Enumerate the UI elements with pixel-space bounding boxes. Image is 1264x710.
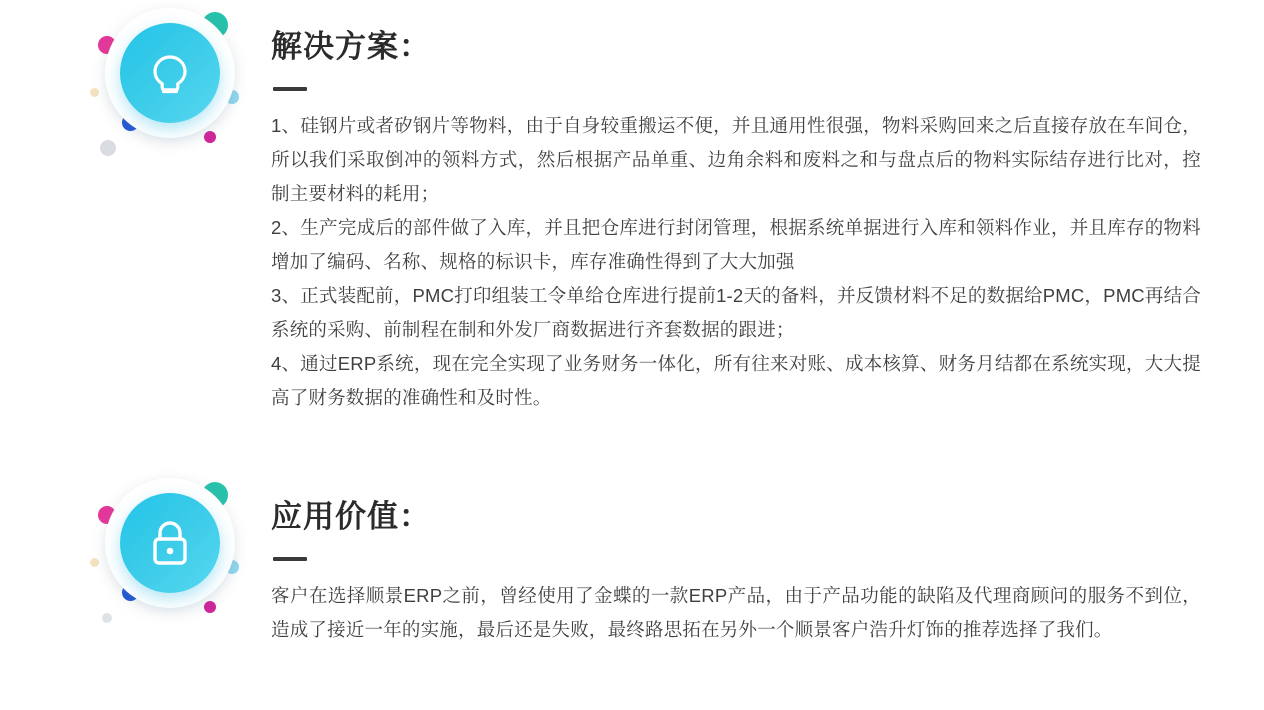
lightbulb-badge <box>80 0 260 165</box>
title-rule-solution <box>273 87 307 91</box>
title-rule-value <box>273 557 307 561</box>
decor-dot-magenta <box>204 601 216 613</box>
solution-body <box>271 109 1201 415</box>
value-body <box>271 579 1201 647</box>
value-content <box>271 470 1201 647</box>
decor-dot-gray <box>100 140 116 156</box>
solution-paragraph-4: 4、通过ERP系统，现在完全实现了业务财务一体化，所有往来对账、成本核算、财务月结都在系统实现，大大提高了财务数据的准确性和及时性。 <box>271 353 1201 409</box>
solution-paragraph-3: 3、正式装配前，PMC打印组装工令单给仓库进行提前1-2天的备料，并反馈材料不足的数据给PMC，PMC再结合系统的采购、前制程在制和外发厂商数据进行齐套数据的跟进； <box>271 285 1201 341</box>
page-title-solution: 解决方案： <box>271 29 431 64</box>
decor-dot-gray <box>102 613 112 623</box>
decor-dot-cream <box>90 88 99 97</box>
value-paragraph-1: 客户在选择顺景ERP之前，曾经使用了金蝶的一款ERP产品，由于产品功能的缺陷及代理商顾问的服务不到位，造成了接近一年的实施，最后还是失败，最终路思拓在另外一个顺景客户浩升灯饰的推荐选择了我们。 <box>271 585 1201 641</box>
solution-paragraph-1: 1、硅钢片或者矽钢片等物料，由于自身较重搬运不便，并且通用性很强，物料采购回来之后直接存放在车间仓，所以我们采取倒冲的领料方式，然后根据产品单重、边角余料和废料之和与盘点后的物料实际结存进行比对，控制主要材料的耗用； <box>271 115 1201 205</box>
decor-dot-cream <box>90 558 99 567</box>
page-title-value: 应用价值： <box>271 499 431 534</box>
lock-badge <box>80 470 260 635</box>
lightbulb-icon <box>120 23 220 123</box>
lock-icon <box>120 493 220 593</box>
solution-paragraph-2: 2、生产完成后的部件做了入库，并且把仓库进行封闭管理，根据系统单据进行入库和领料作业，并且库存的物料增加了编码、名称、规格的标识卡，库存准确性得到了大大加强 <box>271 217 1201 273</box>
solution-content <box>271 0 1201 415</box>
decor-dot-magenta <box>204 131 216 143</box>
